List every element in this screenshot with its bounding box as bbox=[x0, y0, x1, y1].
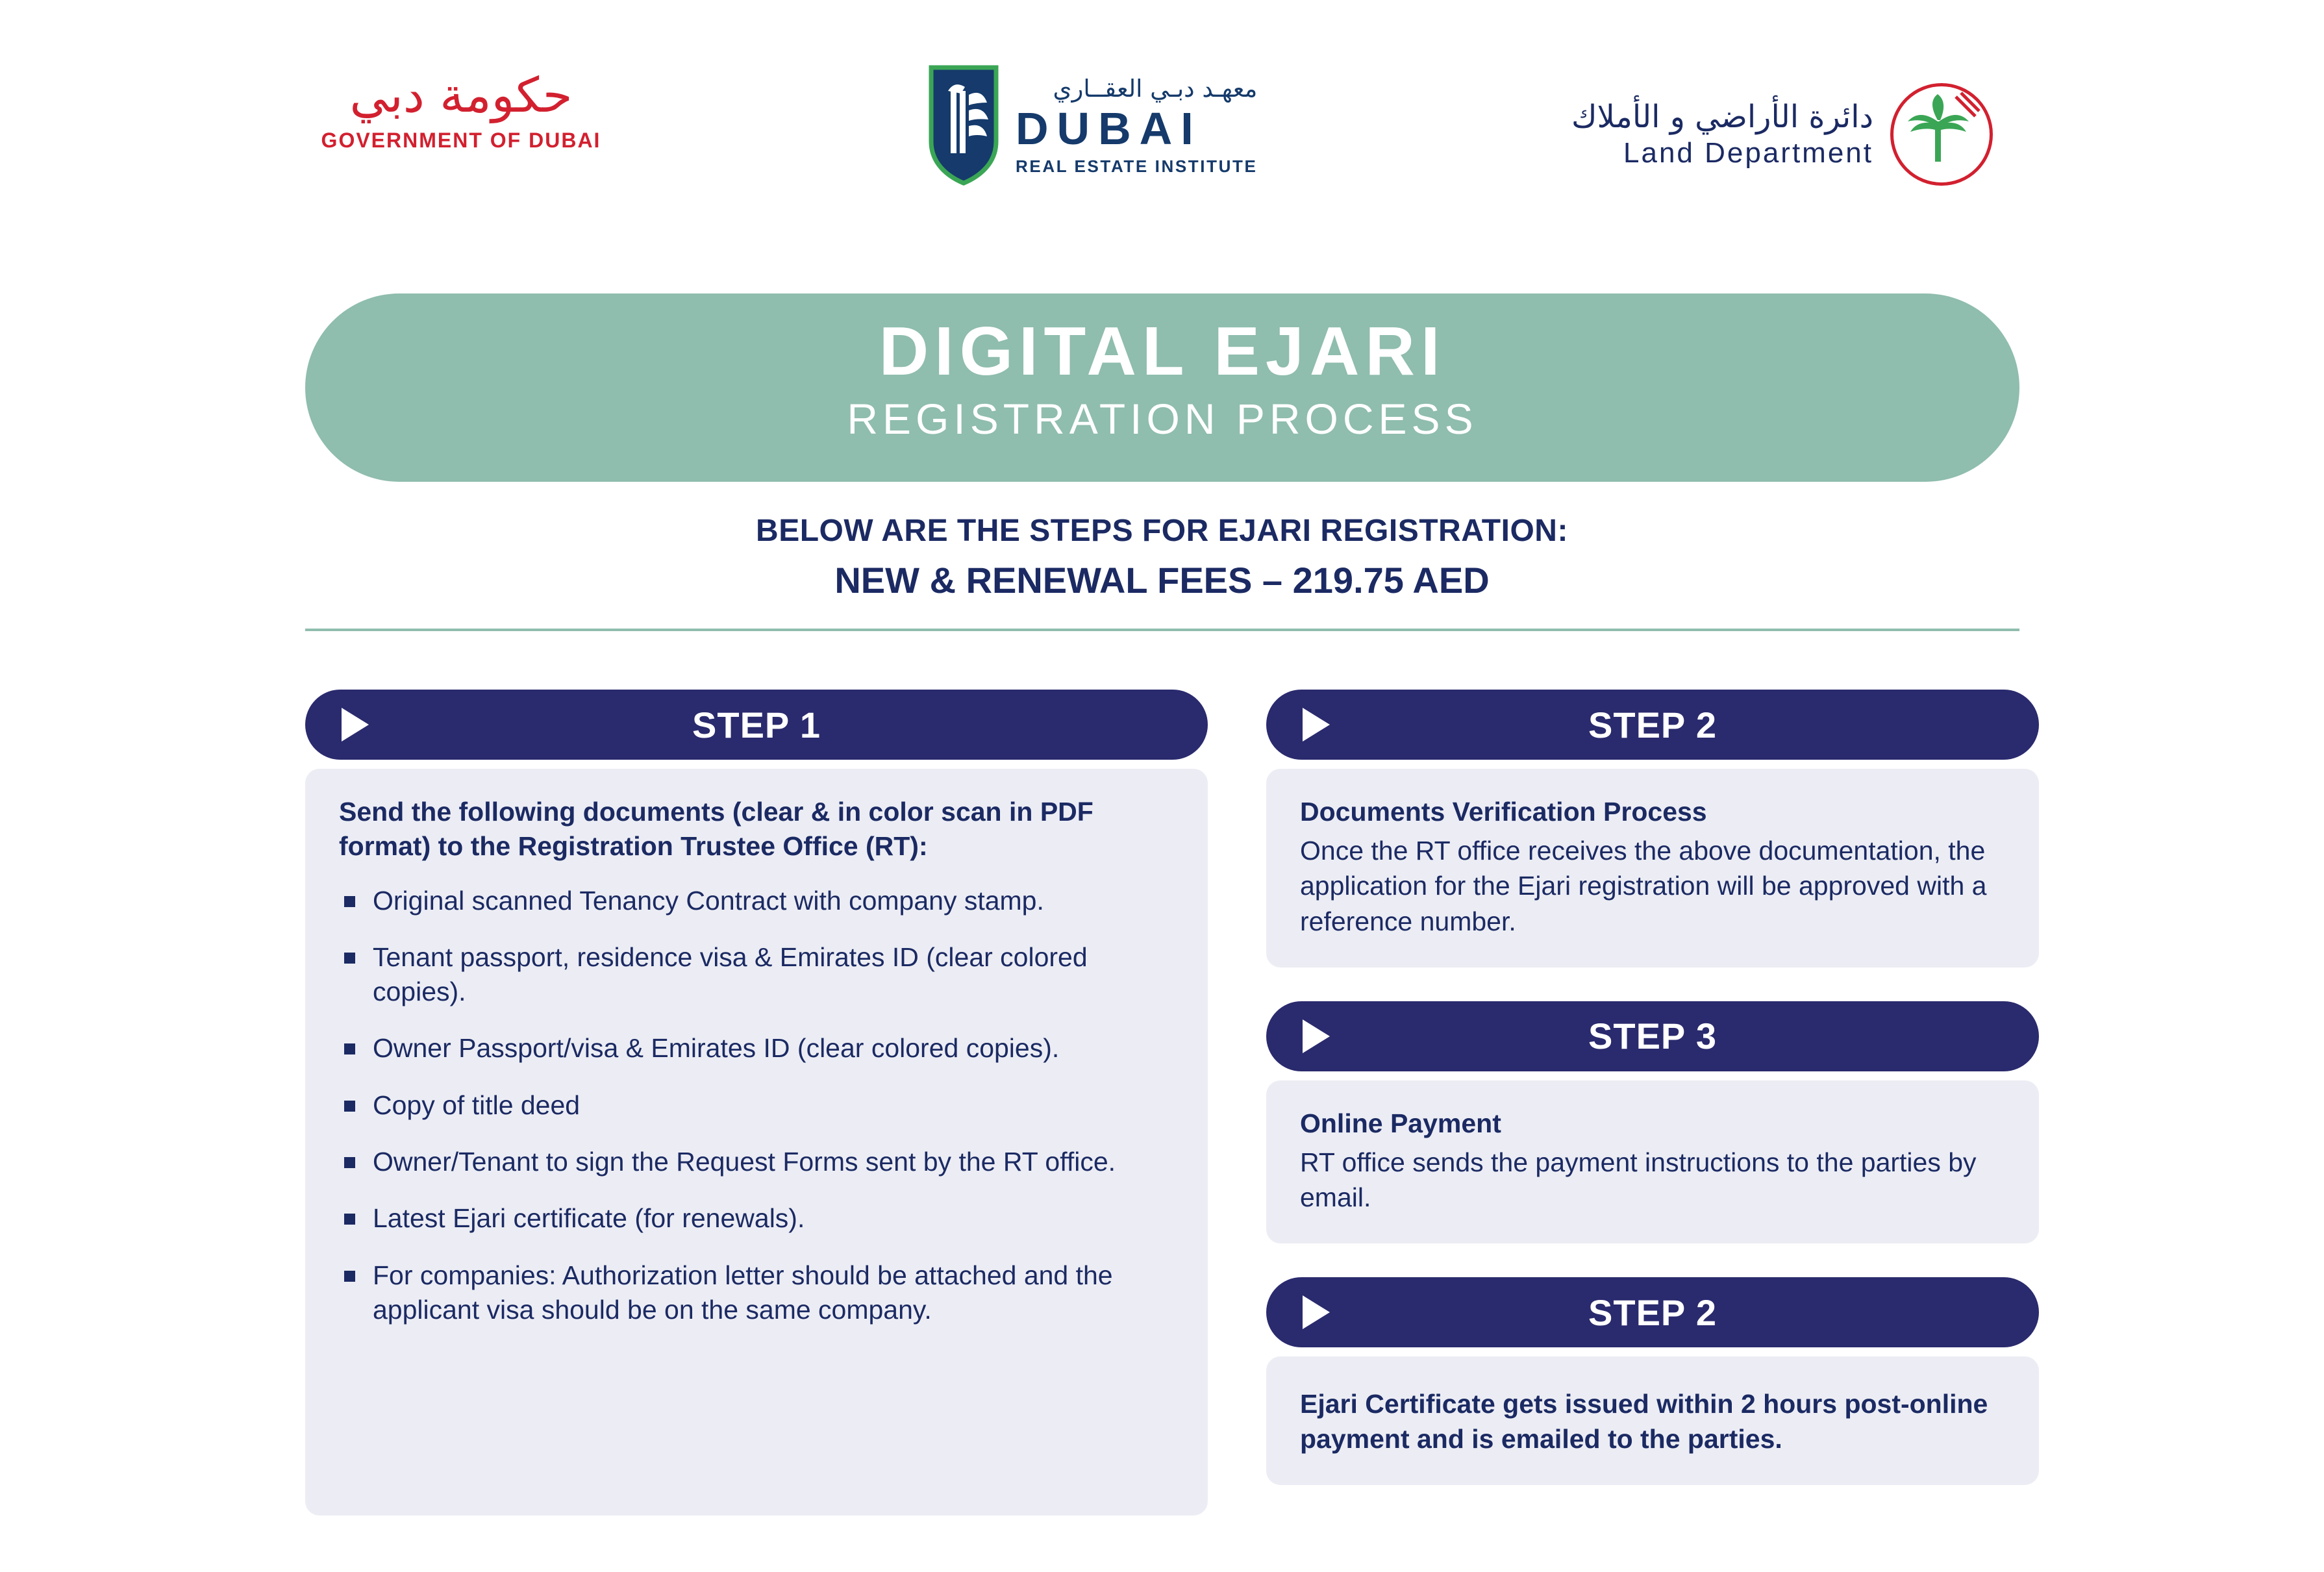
drei-arabic: معهـد دبـي العقــاري bbox=[1053, 74, 1258, 103]
drei-subtitle: REAL ESTATE INSTITUTE bbox=[1016, 156, 1258, 176]
bullet-square-icon bbox=[344, 1271, 355, 1282]
step-2-text: Once the RT office receives the above documentation, the application for the Ejari registration will be approved with a reference number. bbox=[1300, 836, 1987, 936]
step-3-body bbox=[1266, 1080, 2039, 1244]
shield-icon bbox=[929, 65, 999, 186]
step-1-header bbox=[305, 690, 1208, 760]
land-department-wordmark bbox=[1571, 101, 1873, 168]
list-item bbox=[339, 1201, 1174, 1236]
play-triangle-icon bbox=[1303, 1295, 1330, 1329]
step-3-label: STEP 3 bbox=[1588, 1016, 1717, 1057]
step-3-heading: Online Payment bbox=[1300, 1108, 1501, 1138]
play-triangle-icon bbox=[1303, 1019, 1330, 1053]
step-4-text: Ejari Certificate gets issued within 2 hours post-online payment and is emailed to the parties. bbox=[1300, 1389, 1988, 1454]
drei-name: DUBAI bbox=[1016, 103, 1202, 154]
government-of-dubai-label: GOVERNMENT OF DUBAI bbox=[321, 129, 601, 152]
list-item-text: Copy of title deed bbox=[373, 1090, 581, 1120]
bullet-square-icon bbox=[344, 1043, 355, 1054]
bullet-square-icon bbox=[344, 953, 355, 964]
step-1-label: STEP 1 bbox=[692, 704, 821, 745]
bullet-square-icon bbox=[344, 1101, 355, 1112]
step-4-header bbox=[1266, 1277, 2039, 1347]
list-item bbox=[339, 1031, 1174, 1066]
land-department-logo bbox=[1571, 83, 1993, 186]
dubai-real-estate-institute-logo bbox=[929, 65, 1257, 186]
list-item bbox=[339, 1088, 1174, 1123]
intro-line-1: BELOW ARE THE STEPS FOR EJARI REGISTRATION: bbox=[756, 514, 1568, 548]
steps-column-right bbox=[1266, 690, 2039, 1485]
play-triangle-icon bbox=[342, 708, 369, 742]
step-1-heading: Send the following documents (clear & in color scan in PDF format) to the Registration Trustee Office (RT): bbox=[339, 797, 1093, 862]
government-of-dubai-arabic: حكومة دبي bbox=[349, 68, 573, 123]
step-4-body bbox=[1266, 1356, 2039, 1485]
step-2-body bbox=[1266, 769, 2039, 967]
spacer bbox=[1266, 1243, 2039, 1277]
list-item bbox=[339, 940, 1174, 1010]
list-item-text: For companies: Authorization letter should be attached and the applicant visa should be on the same company. bbox=[373, 1260, 1113, 1325]
list-item-text: Owner/Tenant to sign the Request Forms sent by the RT office. bbox=[373, 1147, 1116, 1177]
step-2-header bbox=[1266, 690, 2039, 760]
page-title-banner bbox=[305, 293, 2019, 482]
step-2-label: STEP 2 bbox=[1588, 704, 1717, 745]
page-title: DIGITAL EJARI bbox=[879, 313, 1446, 390]
government-of-dubai-logo bbox=[305, 68, 617, 153]
bullet-square-icon bbox=[344, 1214, 355, 1225]
logo-bar bbox=[0, 58, 2324, 221]
step-3-header bbox=[1266, 1001, 2039, 1071]
step-1-bullet-list bbox=[339, 884, 1174, 1328]
step-3-text: RT office sends the payment instructions to the parties by email. bbox=[1300, 1147, 1977, 1213]
list-item-text: Latest Ejari certificate (for renewals). bbox=[373, 1203, 805, 1234]
list-item-text: Tenant passport, residence visa & Emirates ID (clear colored copies). bbox=[373, 942, 1088, 1007]
drei-wordmark bbox=[1016, 74, 1258, 176]
list-item-text: Original scanned Tenancy Contract with company stamp. bbox=[373, 885, 1044, 916]
steps-column-left bbox=[305, 690, 1208, 1516]
land-department-arabic: دائرة الأراضي و الأملاك bbox=[1571, 99, 1873, 135]
palm-seal-icon bbox=[1890, 83, 1993, 186]
intro-line-2: NEW & RENEWAL FEES – 219.75 AED bbox=[834, 560, 1490, 601]
play-triangle-icon bbox=[1303, 708, 1330, 742]
intro-block bbox=[0, 513, 2324, 601]
list-item-text: Owner Passport/visa & Emirates ID (clear colored copies). bbox=[373, 1033, 1060, 1064]
bullet-square-icon bbox=[344, 1157, 355, 1168]
step-2-heading: Documents Verification Process bbox=[1300, 797, 1707, 827]
land-department-english: Land Department bbox=[1623, 137, 1873, 169]
page-subtitle: REGISTRATION PROCESS bbox=[847, 395, 1478, 443]
list-item bbox=[339, 1258, 1174, 1328]
bullet-square-icon bbox=[344, 896, 355, 907]
list-item bbox=[339, 1145, 1174, 1179]
step-4-label: STEP 2 bbox=[1588, 1291, 1717, 1333]
section-divider bbox=[305, 629, 2019, 631]
spacer bbox=[1266, 967, 2039, 1001]
step-1-body bbox=[305, 769, 1208, 1516]
list-item bbox=[339, 884, 1174, 918]
